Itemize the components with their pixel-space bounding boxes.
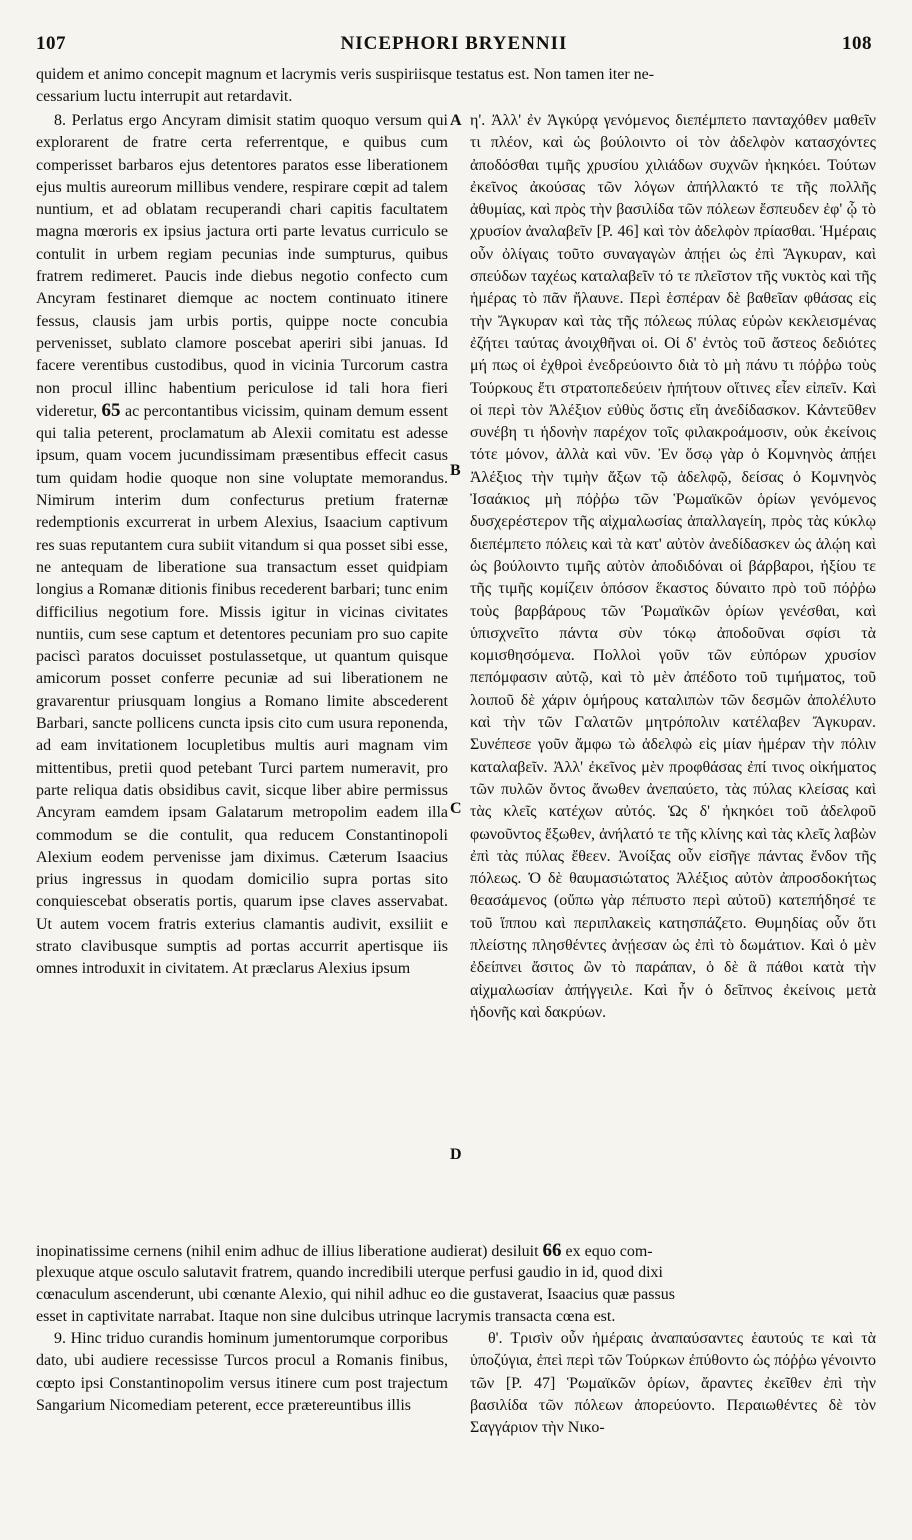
- section-marker-b: B: [450, 462, 461, 479]
- section-marker-d: D: [450, 1146, 462, 1163]
- intro-line-2: cessarium luctu interrupit aut retardavit.: [36, 88, 293, 105]
- greek-column: [470, 110, 876, 1024]
- latin-text: 8. Perlatus ergo Ancyram dimisit statim quoquo versum qui explorarent de fratre certa referrentque, e quibus cum comperisset barbaros ejus detentores paratos esse liberationem ejus multis aureorum millibus vendere, respirare cœpit ad talem nuntium, et ad oblatam recuperandi chari capitis facultatem magna mœroris ex ipsius jactura orti parte levatus curriculo se contulit in urbem regiam pecunias inde sumpturus, quibus fratrem redimeret. Paucis inde diebus negotio confecto cum Ancyram festinaret diemque ac noctem continuato itinere fessus, clausis jam urbis portis, quippe nocte concubia pervenisset, sublato clamore poscebat aperiri sibi januas. Id facere verentibus custodibus, quod in vicinia Turcorum castra non procul illinc habentium periculose id tali hora fieri videretur,: [36, 112, 448, 420]
- intro-line-1: quidem et animo concepit magnum et lacrymis veris suspiriisque testatus est. Non tamen iter ne-: [36, 66, 655, 83]
- latin-column-lower: [36, 1328, 448, 1417]
- latin-text-continued: ac percontantibus vicissim, quinam demum essent qui talia peterent, proclamatum ab Alexii comitatu est adesse ipsum, quam vocem jucundissimam præsentibus effecit casus tum quidam hodie quoque non sine voluptate memorandus. Nimirum interim dum confecturus pretium fraternæ redemptionis excurrerat in urbem Alexius, Isaacium captivum res suas reputantem cura subiit vitandum si qua posset sibi esse, ne antequam de liberatione sua transactum esset quidpiam longius a Romanæ ditionis finibus recederent barbari; tunc enim difficilius negotium fore. Missis igitur in vicinas civitates nuntiis, cum sese captum et detentores pecuniam pro suo capite paciscì paratos docuisset postulassetque, ut quantum quisque amicorum posset conferre pecuniæ ad sui liberationem ne gravarentur priusquam longius a Romano limite abscederent Barbari, sancte pollicens cuncta ipsis cito cum usura reponenda, ad eam invitationem locupletibus multis auri magnam vim mittentibus, pretii quod petebant Turci partem numeravit, pro parte reliqua datis obsidibus cavit, sicque liber abire permissus Ancyram eamdem ipsam Galatarum metropolim eadem illa commodum se die contulit, qua reducem Constantinopoli Alexium eodem pervenisse jam diximus. Cæterum Isaacius prius ingressus in quodam domicilio supra portas sito conquiescebat obseratis portis, quarum ipse claves asservabat. Ut autem vocem fratris exterius clamantis audivit, exsiliit e strato clavibusque sumptis ad portas accurrit apertisque iis omnes introduxit in civitatem. At præclarus Alexius ipsum: [36, 402, 448, 978]
- full-width-text: inopinatissime cernens (nihil enim adhuc de illius liberatione audierat) desiluit: [36, 1243, 539, 1260]
- margin-number-65: 65: [101, 399, 121, 421]
- full-width-line-2: plexuque atque osculo salutavit fratrem, quando incredibili uterque perfusi gaudio in id, quod dixi: [36, 1264, 663, 1281]
- full-width-text-end: ex equo com-: [565, 1243, 653, 1260]
- page-number-right: 108: [842, 33, 872, 54]
- section-marker-c: C: [450, 800, 462, 817]
- full-width-line-3: cœnaculum ascenderunt, ubi cœnante Alexio, qui nihil adhuc eo die gustaverat, Isaacius quæ passus: [36, 1286, 675, 1303]
- full-width-line-1: [36, 1240, 876, 1263]
- section-marker-a: A: [450, 112, 462, 129]
- latin-paragraph-8: [36, 110, 448, 981]
- page-number-left: 107: [36, 33, 66, 54]
- margin-number-66: 66: [542, 1240, 562, 1261]
- latin-paragraph-9: 9. Hinc triduo curandis hominum jumentorumque corporibus dato, ubi audiere recessisse Turcos procul a Romanis finibus, cœpto ipsi Constantinopolim versus itinere cum post trajectum Sangarium Nicomediam peterent, ecce prætereuntibus illis: [36, 1330, 448, 1414]
- running-head: [36, 33, 872, 61]
- greek-paragraph-theta: θ'. Τρισὶν οὖν ἡμέραις ἀναπαύσαντες ἑαυτούς τε καὶ τὰ ὑποζύγια, ἐπεὶ περὶ τῶν Τούρκων ἐπύθοντο ὡς πόῤῥω γένοιντο τῶν [P. 47] Ῥωμαϊκῶν ὁρίων, ἄραντες ἐκεῖθεν ἐπὶ τὴν βασιλίδα τῶν πόλεων ἀπορεύοντο. Περαιωθέντες δὲ τὸν Σαγγάριον τὴν Νικο-: [470, 1330, 876, 1437]
- running-title: NICEPHORI BRYENNII: [340, 33, 568, 54]
- greek-paragraph-eta: η'. Ἀλλ' ἐν Ἀγκύρᾳ γενόμενος διεπέμπετο πανταχόθεν μαθεῖν τι πλέον, καὶ ὡς βούλοιντο οἱ τὸν ἀδελφὸν κατασχόντες ἀποδόσθαι τιμῆς χρυσίου χιλιάδων συχνῶν ἠκηκόει. Τούτων ἐκεῖνος ἀκούσας τῶν λόγων ἀπήλλακτό τε τῆς πολλῆς ἀθυμίας, καὶ πρὸς τὴν βασιλίδα τῶν πόλεων ἔσπευδεν ἐφ' ᾧ τὸ χρυσίον ἀναλαβεῖν [P. 46] καὶ τὸν ἀδελφὸν πρίασθαι. Ἡμέραις οὖν ὀλίγαις τοῦτο συναγαγὼν ἀπῄει ὡς ἐπὶ Ἄγκυραν, καὶ σπεύδων ταχέως καταλαβεῖν τό τε πλεῖστον τῆς νυκτὸς καὶ τῆς ἡμέρας τὸ πᾶν ἤλαυνε. Περὶ ἑσπέραν δὲ βαθεῖαν φθάσας εἰς τὴν Ἄγκυραν καὶ τὰς τῆς πόλεως πύλας εὑρὼν κεκλεισμένας ἐζήτει ταύτας ἀνοιχθῆναι οἱ. Οἱ δ' ἐντὸς τοῦ ἄστεος δεδιότες μή πως οἱ ἐχθροὶ ἐνεδρεύοιντο διὰ τὸ μὴ πάνυ τι πόῤῥω τοὺς Τούρκους ἔτι στρατοπεδεύειν ἠπήτουν οἵτινες εἶεν εἰπεῖν. Καὶ οἱ περὶ τὸν Ἀλέξιον εὐθὺς ὅστις εἴη ἀνεδίδασκον. Κἀντεῦθεν συνέβη τι ἡδονὴν παρέχον τοῖς φιλακροάμοσιν, οὐκ ἐκείνοις τότε μόνον, ἀλλὰ καὶ νῦν. Ἐν ὅσῳ γὰρ ὁ Κομνηνὸς ἀπῄει Ἀλέξιος τὴν τιμὴν ἄξων τῷ ἀδελφῷ, δείσας ὁ Κομνηνὸς Ἰσαάκιος μὴ πόῤῥω τῶν Ῥωμαϊκῶν ὁρίων γενόμενος δυσχερέστερον τῆς αἰχμαλωσίας ἀπαλλαγείη, πρὸς τὰς κύκλῳ διεπέμπετο πόλεις καὶ τὰ κατ' αὐτὸν ἀνεδίδασκεν ὡς ἁλῴη καὶ ὡς βούλοιντο τιμῆς αὐτὸν ἀποδιδόναι οἱ βάρβαροι, ἠξίου τε τῆς τιμῆς κομίζειν ὁπόσον ἕκαστος δύναιτο πρὸ τοῦ πόῤῥω τοὺς βαρβάρους τῶν Ῥωμαϊκῶν ὁρίων γενέσθαι, καὶ ὑπισχνεῖτο πάντα σὺν τόκῳ ἀποδοῦναι σφίσι τὰ κομισθησόμενα. Πολλοὶ γοῦν τῶν εὐπόρων χρυσίον πεπόμφασιν αὐτῷ, καὶ τὸ μὲν ἀπέδοτο τοῦ τιμήματος, τοῦ λοιποῦ δὲ χάριν ὁμήρους καταλιπὼν τῶν δεσμῶν ἀπολέλυτο καὶ τὴν τῶν Γαλατῶν μητρόπολιν κατέλαβεν Ἄγκυραν. Συνέπεσε γοῦν ἄμφω τὼ ἀδελφὼ εἰς μίαν ἡμέραν τὴν πόλιν καταλαβεῖν. Ἀλλ' ἐκεῖνος μὲν προφθάσας ἐπί τινος οἰκήματος τῶν πυλῶν ὄντος ἄνωθεν ἀνεπαύετο, τὰς πύλας κλείσας καὶ τὰς κλεῖς κατέχων αὐτός. Ὡς δ' ἠκηκόει τοῦ ἀδελφοῦ φωνοῦντος ἔξωθεν, ἀνήλατό τε τῆς κλίνης καὶ τὰς κλεῖς λαβὼν ἐπὶ τὰς πύλας ἔθεεν. Ἀνοίξας οὖν εἰσῆγε πάντας ἔνδον τῆς πόλεως. Ὁ δὲ θαυμασιώτατος Ἀλέξιος αὐτὸν ἀπροσδοκήτως θεασάμενος (οὔπω γὰρ πέπυστο περὶ αὐτοῦ) κατεπήδησέ τε τοῦ ἵππου καὶ περιπλακεὶς κατησπάζετο. Θυμηδίας οὖν ὅτι πλείστης πλησθέντες ἀνῄεσαν ὡς ἐπὶ τὸ δωμάτιον. Καὶ ὁ μὲν ἐδείπνει ἄσιτος ὢν τὸ παράπαν, ὁ δὲ ἃ πάθοι κατὰ τὴν αἰχμαλωσίαν ἀπήγγειλε. Καὶ ἦν ὁ δεῖπνος ἐκείνοις μετὰ ἡδονῆς καὶ δακρύων.: [470, 112, 876, 1021]
- latin-column: [36, 110, 448, 981]
- full-width-line-4: esset in captivitate narrabat. Itaque non sine dulcibus utrinque lacrymis transacta cœna est.: [36, 1308, 616, 1325]
- greek-column-lower: [470, 1328, 876, 1439]
